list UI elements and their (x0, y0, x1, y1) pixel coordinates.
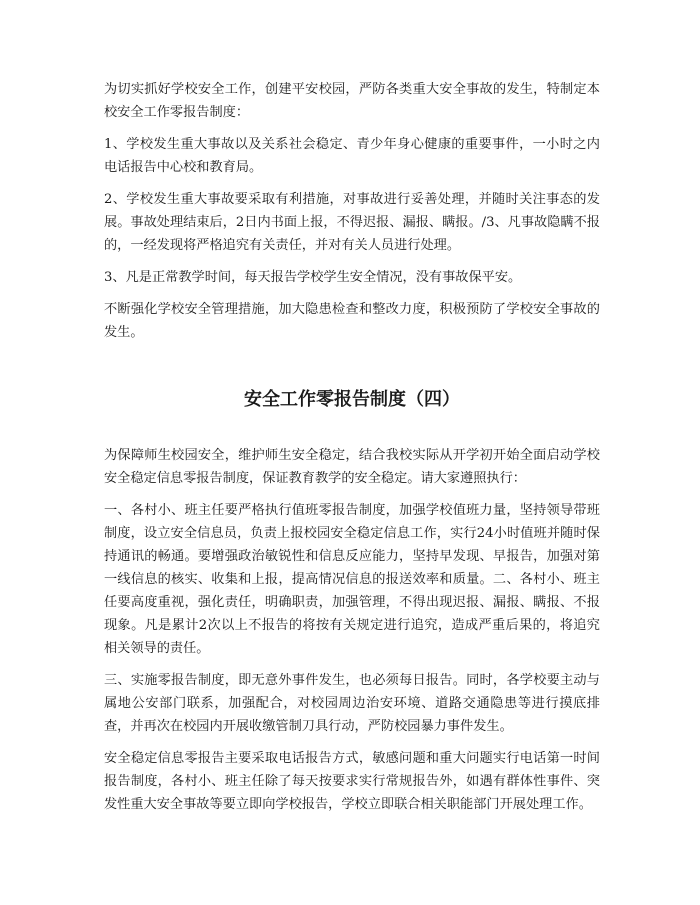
rule-paragraph-3: 3、凡是正常教学时间，每天报告学校学生安全情况，没有事故保平安。 (104, 270, 522, 285)
section-title: 安全工作零报告制度（四） (244, 389, 460, 410)
closing-paragraph: 不断强化学校安全管理措施，加大隐患检查和整改力度，积极预防了学校安全事故的发生。 (104, 302, 600, 340)
section2-report-method-paragraph: 安全稳定信息零报告主要采取电话报告方式，敏感问题和重大问题实行电话第一时间报告制度，各村小、班主任除了每天按要求实行常规报告外，如遇有群体性事件、突发性重大安全事故等要立即向学校报告，学校立即联合相关职能部门开展处理工作。 (104, 751, 600, 812)
section2-intro-paragraph: 为保障师生校园安全，维护师生安全稳定，结合我校实际从开学初开始全面启动学校安全稳定信息零报告制度，保证教育教学的安全稳定。请大家遵照执行： (104, 448, 600, 486)
rule-paragraph-1: 1、学校发生重大事故以及关系社会稳定、青少年身心健康的重要事件，一小时之内电话报告中心校和教育局。 (104, 137, 600, 175)
section2-rule-paragraph-3: 三、实施零报告制度，即无意外事件发生，也必须每日报告。同时，各学校要主动与属地公安部门联系，加强配合，对校园周边治安环境、道路交通隐患等进行摸底排查，并再次在校园内开展收缴管制刀具行动，严防校园暴力事件发生。 (104, 673, 600, 734)
document-page (104, 78, 600, 816)
section2-rule-paragraph-1: 一、各村小、班主任要严格执行值班零报告制度，加强学校值班力量，坚持领导带班制度，设立安全信息员，负责上报校园安全稳定信息工作，实行24小时值班并随时保持通讯的畅通。要增强政治敏锐性和信息反应能力，坚持早发现、早报告，加强对第一线信息的核实、收集和上报，提高情况信息的报送效率和质量。二、各村小、班主任要高度重视，强化责任，明确职责，加强管理，不得出现迟报、漏报、瞒报、不报现象。凡是累计2次以上不报告的将按有关规定进行追究，造成严重后果的，将追究相关领导的责任。 (104, 503, 600, 656)
intro-paragraph: 为切实抓好学校安全工作，创建平安校园，严防各类重大安全事故的发生，特制定本校安全工作零报告制度： (104, 82, 600, 120)
rule-paragraph-2: 2、学校发生重大事故要采取有利措施，对事故进行妥善处理，并随时关注事态的发展。事故处理结束后，2日内书面上报，不得迟报、漏报、瞒报。/3、凡事故隐瞒不报的，一经发现将严格追究有关责任，并对有关人员进行处理。 (104, 192, 600, 253)
